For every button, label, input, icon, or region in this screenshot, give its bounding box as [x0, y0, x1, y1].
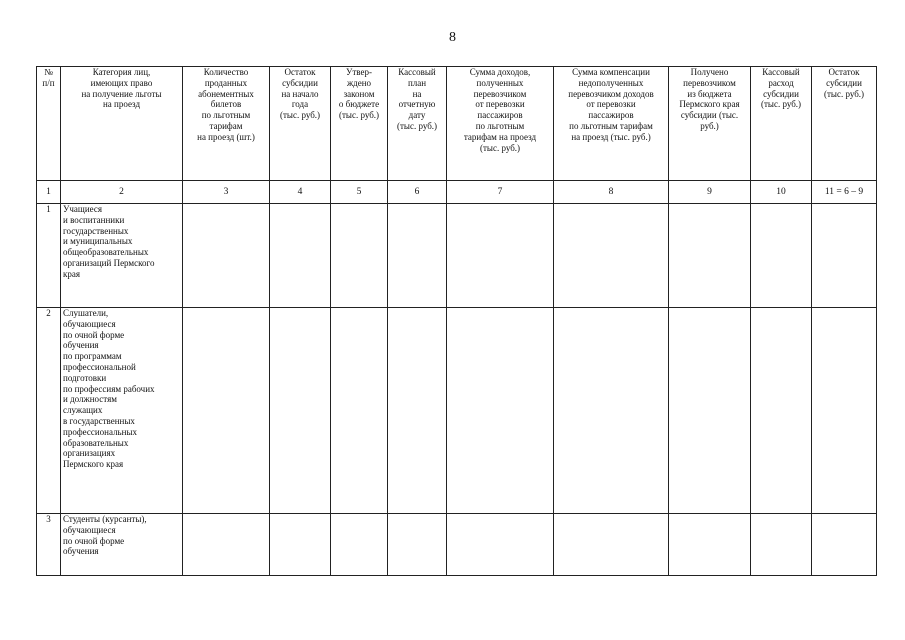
header-cell-cash-expense: Кассовый расход субсидии (тыс. руб.): [751, 67, 812, 181]
empty-cell: [751, 308, 812, 514]
empty-cell: [447, 204, 554, 308]
empty-cell: [388, 204, 447, 308]
header-row: [37, 67, 877, 181]
empty-cell: [447, 514, 554, 576]
column-number: 5: [331, 181, 388, 204]
header-cell-received-subsidy: Получено перевозчиком из бюджета Пермского края субсидии (тыс. руб.): [669, 67, 751, 181]
column-number: 11 = 6 – 9: [812, 181, 877, 204]
column-number: 4: [270, 181, 331, 204]
empty-cell: [554, 204, 669, 308]
report-table: [36, 66, 877, 576]
empty-cell: [751, 204, 812, 308]
empty-cell: [270, 514, 331, 576]
header-cell-category: Категория лиц, имеющих право на получение льготы на проезд: [61, 67, 183, 181]
empty-cell: [669, 204, 751, 308]
row-number: 3: [37, 514, 61, 576]
empty-cell: [270, 204, 331, 308]
empty-cell: [669, 308, 751, 514]
empty-cell: [554, 308, 669, 514]
empty-cell: [331, 308, 388, 514]
column-number: 9: [669, 181, 751, 204]
empty-cell: [183, 308, 270, 514]
empty-cell: [388, 514, 447, 576]
empty-cell: [183, 514, 270, 576]
table-row: [37, 204, 877, 308]
header-cell-balance-start: Остаток субсидии на начало года (тыс. руб.): [270, 67, 331, 181]
empty-cell: [447, 308, 554, 514]
column-number: 3: [183, 181, 270, 204]
header-cell-compensation: Сумма компенсации недополученных перевозчиком доходов от перевозки пассажиров по льготным тарифам на проезд (тыс. руб.): [554, 67, 669, 181]
row-category: Студенты (курсанты), обучающиеся по очной форме обучения: [61, 514, 183, 576]
table-row: [37, 514, 877, 576]
empty-cell: [751, 514, 812, 576]
header-cell-carrier-income: Сумма доходов, полученных перевозчиком от перевозки пассажиров по льготным тарифам на проезд (тыс. руб.): [447, 67, 554, 181]
empty-cell: [812, 514, 877, 576]
empty-cell: [669, 514, 751, 576]
header-cell-tickets-sold: Количество проданных абонементных билетов по льготным тарифам на проезд (шт.): [183, 67, 270, 181]
column-number: 7: [447, 181, 554, 204]
column-number: 1: [37, 181, 61, 204]
header-cell-cash-plan: Кассовый план на отчетную дату (тыс. руб.): [388, 67, 447, 181]
header-cell-balance-end: Остаток субсидии (тыс. руб.): [812, 67, 877, 181]
empty-cell: [331, 514, 388, 576]
row-number: 1: [37, 204, 61, 308]
empty-cell: [812, 308, 877, 514]
row-category: Слушатели, обучающиеся по очной форме обучения по программам профессиональной подготовки по профессиям рабочих и должностям служащих в государственных профессиональных образовательных организациях Пермского края: [61, 308, 183, 514]
empty-cell: [554, 514, 669, 576]
header-cell-number: № п/п: [37, 67, 61, 181]
row-category: Учащиеся и воспитанники государственных и муниципальных общеобразовательных организаций Пермского края: [61, 204, 183, 308]
empty-cell: [270, 308, 331, 514]
page-number: 8: [449, 30, 456, 45]
column-number: 10: [751, 181, 812, 204]
column-number-row: [37, 181, 877, 204]
table-row: [37, 308, 877, 514]
empty-cell: [812, 204, 877, 308]
column-number: 2: [61, 181, 183, 204]
empty-cell: [388, 308, 447, 514]
column-number: 6: [388, 181, 447, 204]
empty-cell: [183, 204, 270, 308]
header-cell-approved-budget: Утвер- ждено законом о бюджете (тыс. руб.): [331, 67, 388, 181]
empty-cell: [331, 204, 388, 308]
row-number: 2: [37, 308, 61, 514]
column-number: 8: [554, 181, 669, 204]
